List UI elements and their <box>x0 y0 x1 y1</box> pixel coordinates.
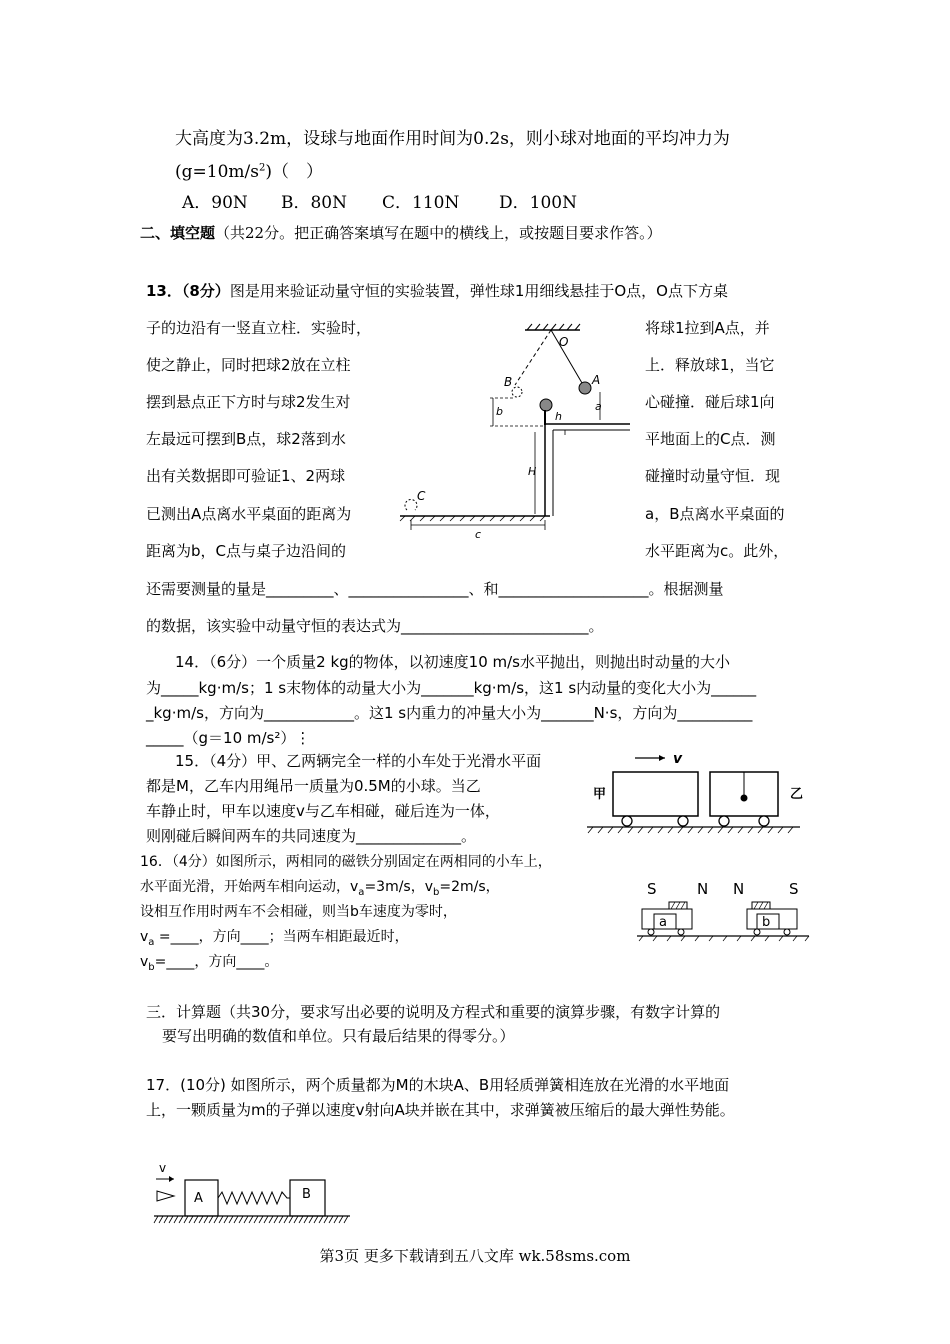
q12-option-b: B．80N <box>281 193 347 213</box>
q15-cart-jia <box>613 772 698 816</box>
q13-line1 <box>146 280 728 301</box>
q16-line5-v: v <box>140 954 149 970</box>
q17-label-b: B <box>302 1187 311 1202</box>
q16-label-s2: S <box>789 880 799 898</box>
q15-line3: 车静止时，甲车以速度v与乙车相碰，碰后连为一体， <box>146 802 500 820</box>
q13-label-big-h: H <box>528 465 537 478</box>
q13-left-1: 子的边沿有一竖直立柱．实验时， <box>146 319 372 337</box>
q13-right-1: 将球1拉到A点，并 <box>645 319 770 337</box>
q16-line4-sub: a <box>148 936 155 948</box>
section3-line2: 要写出明确的数值和单位。只有最后结果的得零分。） <box>162 1027 515 1045</box>
q14-line2: 为_____kg·m/s；1 s末物体的动量大小为_______kg·m/s，这1 s内动量的变化大小为______ <box>146 679 757 697</box>
q17-label-a: A <box>194 1191 203 1206</box>
q17-spring-blocks-figure <box>150 1160 355 1235</box>
q16-label-b: b <box>762 915 771 930</box>
q13-left-2: 使之静止，同时把球2放在立柱 <box>146 356 351 374</box>
q16-line4-v: v <box>140 929 149 945</box>
q17-line1: 17．(10分) 如图所示，两个质量都为M的木块A、B用轻质弹簧相连放在光滑的水平地面 <box>146 1076 730 1094</box>
q13-label-o: O <box>559 335 569 349</box>
q12-end: )（ ） <box>265 162 323 182</box>
q16-label-a: a <box>659 915 667 930</box>
q16-line1: 16．（4分）如图所示，两相同的磁铁分别固定在两相同的小车上， <box>140 854 552 870</box>
q13-pendulum-figure <box>395 320 635 545</box>
q16-line5 <box>140 951 278 973</box>
q13-text1: 图是用来验证动量守恒的实验装置，弹性球1用细线悬挂于O点，O点下方桌 <box>229 282 728 300</box>
q12-option-a: A．90N <box>182 193 248 213</box>
page-footer: 第3页 更多下载请到五八文库 wk.58sms.com <box>319 1247 631 1265</box>
q16-line2 <box>140 876 500 898</box>
q15-line1: 15．（4分）甲、乙两辆完全一样的小车处于光滑水平面 <box>175 752 542 770</box>
q16-line5-rest: =____，方向____。 <box>154 954 279 970</box>
q16-line2-mid: =3m/s，v <box>364 879 434 895</box>
q16-line4 <box>140 926 409 948</box>
q13-line-expression: 的数据，该实验中动量守恒的表达式为_________________________。 <box>146 617 604 635</box>
q13-left-4: 左最远可摆到B点，球2落到水 <box>146 430 346 448</box>
q16-line2-start: 水平面光滑，开始两车相向运动，v <box>140 879 359 895</box>
q16-line3: 设相互作用时两车不会相碰，则当b车速度为零时， <box>140 904 457 920</box>
q13-ball-2 <box>540 399 552 411</box>
q17-bullet <box>157 1191 174 1201</box>
q16-label-n1: N <box>697 880 709 898</box>
q13-left-6: 已测出A点离水平桌面的距离为 <box>146 505 352 523</box>
section3-line1: 三．计算题（共30分，要求写出必要的说明及方程式和重要的演算步骤，有数字计算的 <box>146 1003 721 1021</box>
q16-line5-sub: b <box>148 961 155 973</box>
q13-label-h: h <box>555 410 562 423</box>
q13-label-b-point: B <box>504 375 513 389</box>
q17-spring <box>218 1192 290 1204</box>
q16-label-s1: S <box>647 880 657 898</box>
q15-carts-figure <box>585 748 810 838</box>
q13-ball-b <box>512 387 522 397</box>
q13-line-blanks: 还需要测量的量是_________、________________、和____________________。根据测量 <box>146 580 724 598</box>
q13-left-7: 距离为b，C点与桌子边沿间的 <box>146 542 346 560</box>
q17-label-v: v <box>159 1161 167 1175</box>
q12-option-d: D．100N <box>499 193 577 213</box>
q12-sup: 2 <box>258 162 266 174</box>
q13-label-a-point: A <box>592 373 601 387</box>
q15-line2: 都是M，乙车内用绳吊一质量为0.5M的小球。当乙 <box>146 777 481 795</box>
q13-label-a-dim: a <box>595 400 602 413</box>
q13-ball-a <box>579 382 591 394</box>
q12-g: (g=10m/s <box>175 162 259 182</box>
q14-line1: 14．（6分）一个质量2 kg的物体，以初速度10 m/s水平抛出，则抛出时动量的大小 <box>175 653 730 671</box>
q16-line2-end: =2m/s， <box>439 879 500 895</box>
q13-label-b-dim: b <box>496 405 503 418</box>
q17-line2: 上，一颗质量为m的子弹以速度v射向A块并嵌在其中，求弹簧被压缩后的最大弹性势能。 <box>146 1101 735 1119</box>
q16-magnet-carts-figure <box>637 878 812 943</box>
q12-line1: 大高度为3.2m，设球与地面作用时间为0.2s，则小球对地面的平均冲力为 <box>175 129 730 149</box>
q13-right-6: a，B点离水平桌面的 <box>645 505 785 523</box>
q16-line4-rest: =____，方向____；当两车相距最近时， <box>154 929 409 945</box>
q13-right-7: 水平距离为c。此外， <box>645 542 789 560</box>
q15-label-yi: 乙 <box>790 787 804 802</box>
q13-right-5: 碰撞时动量守恒．现 <box>645 467 781 485</box>
q13-left-5: 出有关数据即可验证1、2两球 <box>146 467 346 485</box>
q13-right-3: 心碰撞．碰后球1向 <box>645 393 775 411</box>
q16-label-n2: N <box>733 880 745 898</box>
q13-right-2: 上．释放球1，当它 <box>645 356 775 374</box>
q16-sub-b: b <box>433 886 440 898</box>
q12-option-c: C．110N <box>382 193 460 213</box>
q15-label-v: v <box>673 751 683 767</box>
section2-title: 二、填空题 <box>140 224 216 242</box>
q14-line3: _kg·m/s，方向为____________。这1 s内重力的冲量大小为_______N·s，方向为__________ <box>146 704 753 722</box>
q13-label-c-dim: c <box>475 528 482 541</box>
q12-line2 <box>175 157 323 182</box>
q16-sub-a: a <box>358 886 365 898</box>
q13-label-c-point: C <box>417 489 426 503</box>
q15-label-jia: 甲 <box>593 787 607 802</box>
section2-heading <box>140 222 662 243</box>
q14-line4: _____（g＝10 m/s²）⋮ <box>146 729 311 747</box>
q13-right-4: 平地面上的C点．测 <box>645 430 776 448</box>
q13-head: 13．（8分） <box>146 282 230 300</box>
section2-note: （共22分。把正确答案填写在题中的横线上，或按题目要求作答。） <box>215 224 662 242</box>
q15-line4: 则刚碰后瞬间两车的共同速度为______________。 <box>146 827 477 845</box>
q15-hanging-ball <box>741 795 748 802</box>
q13-left-3: 摆到悬点正下方时与球2发生对 <box>146 393 351 411</box>
